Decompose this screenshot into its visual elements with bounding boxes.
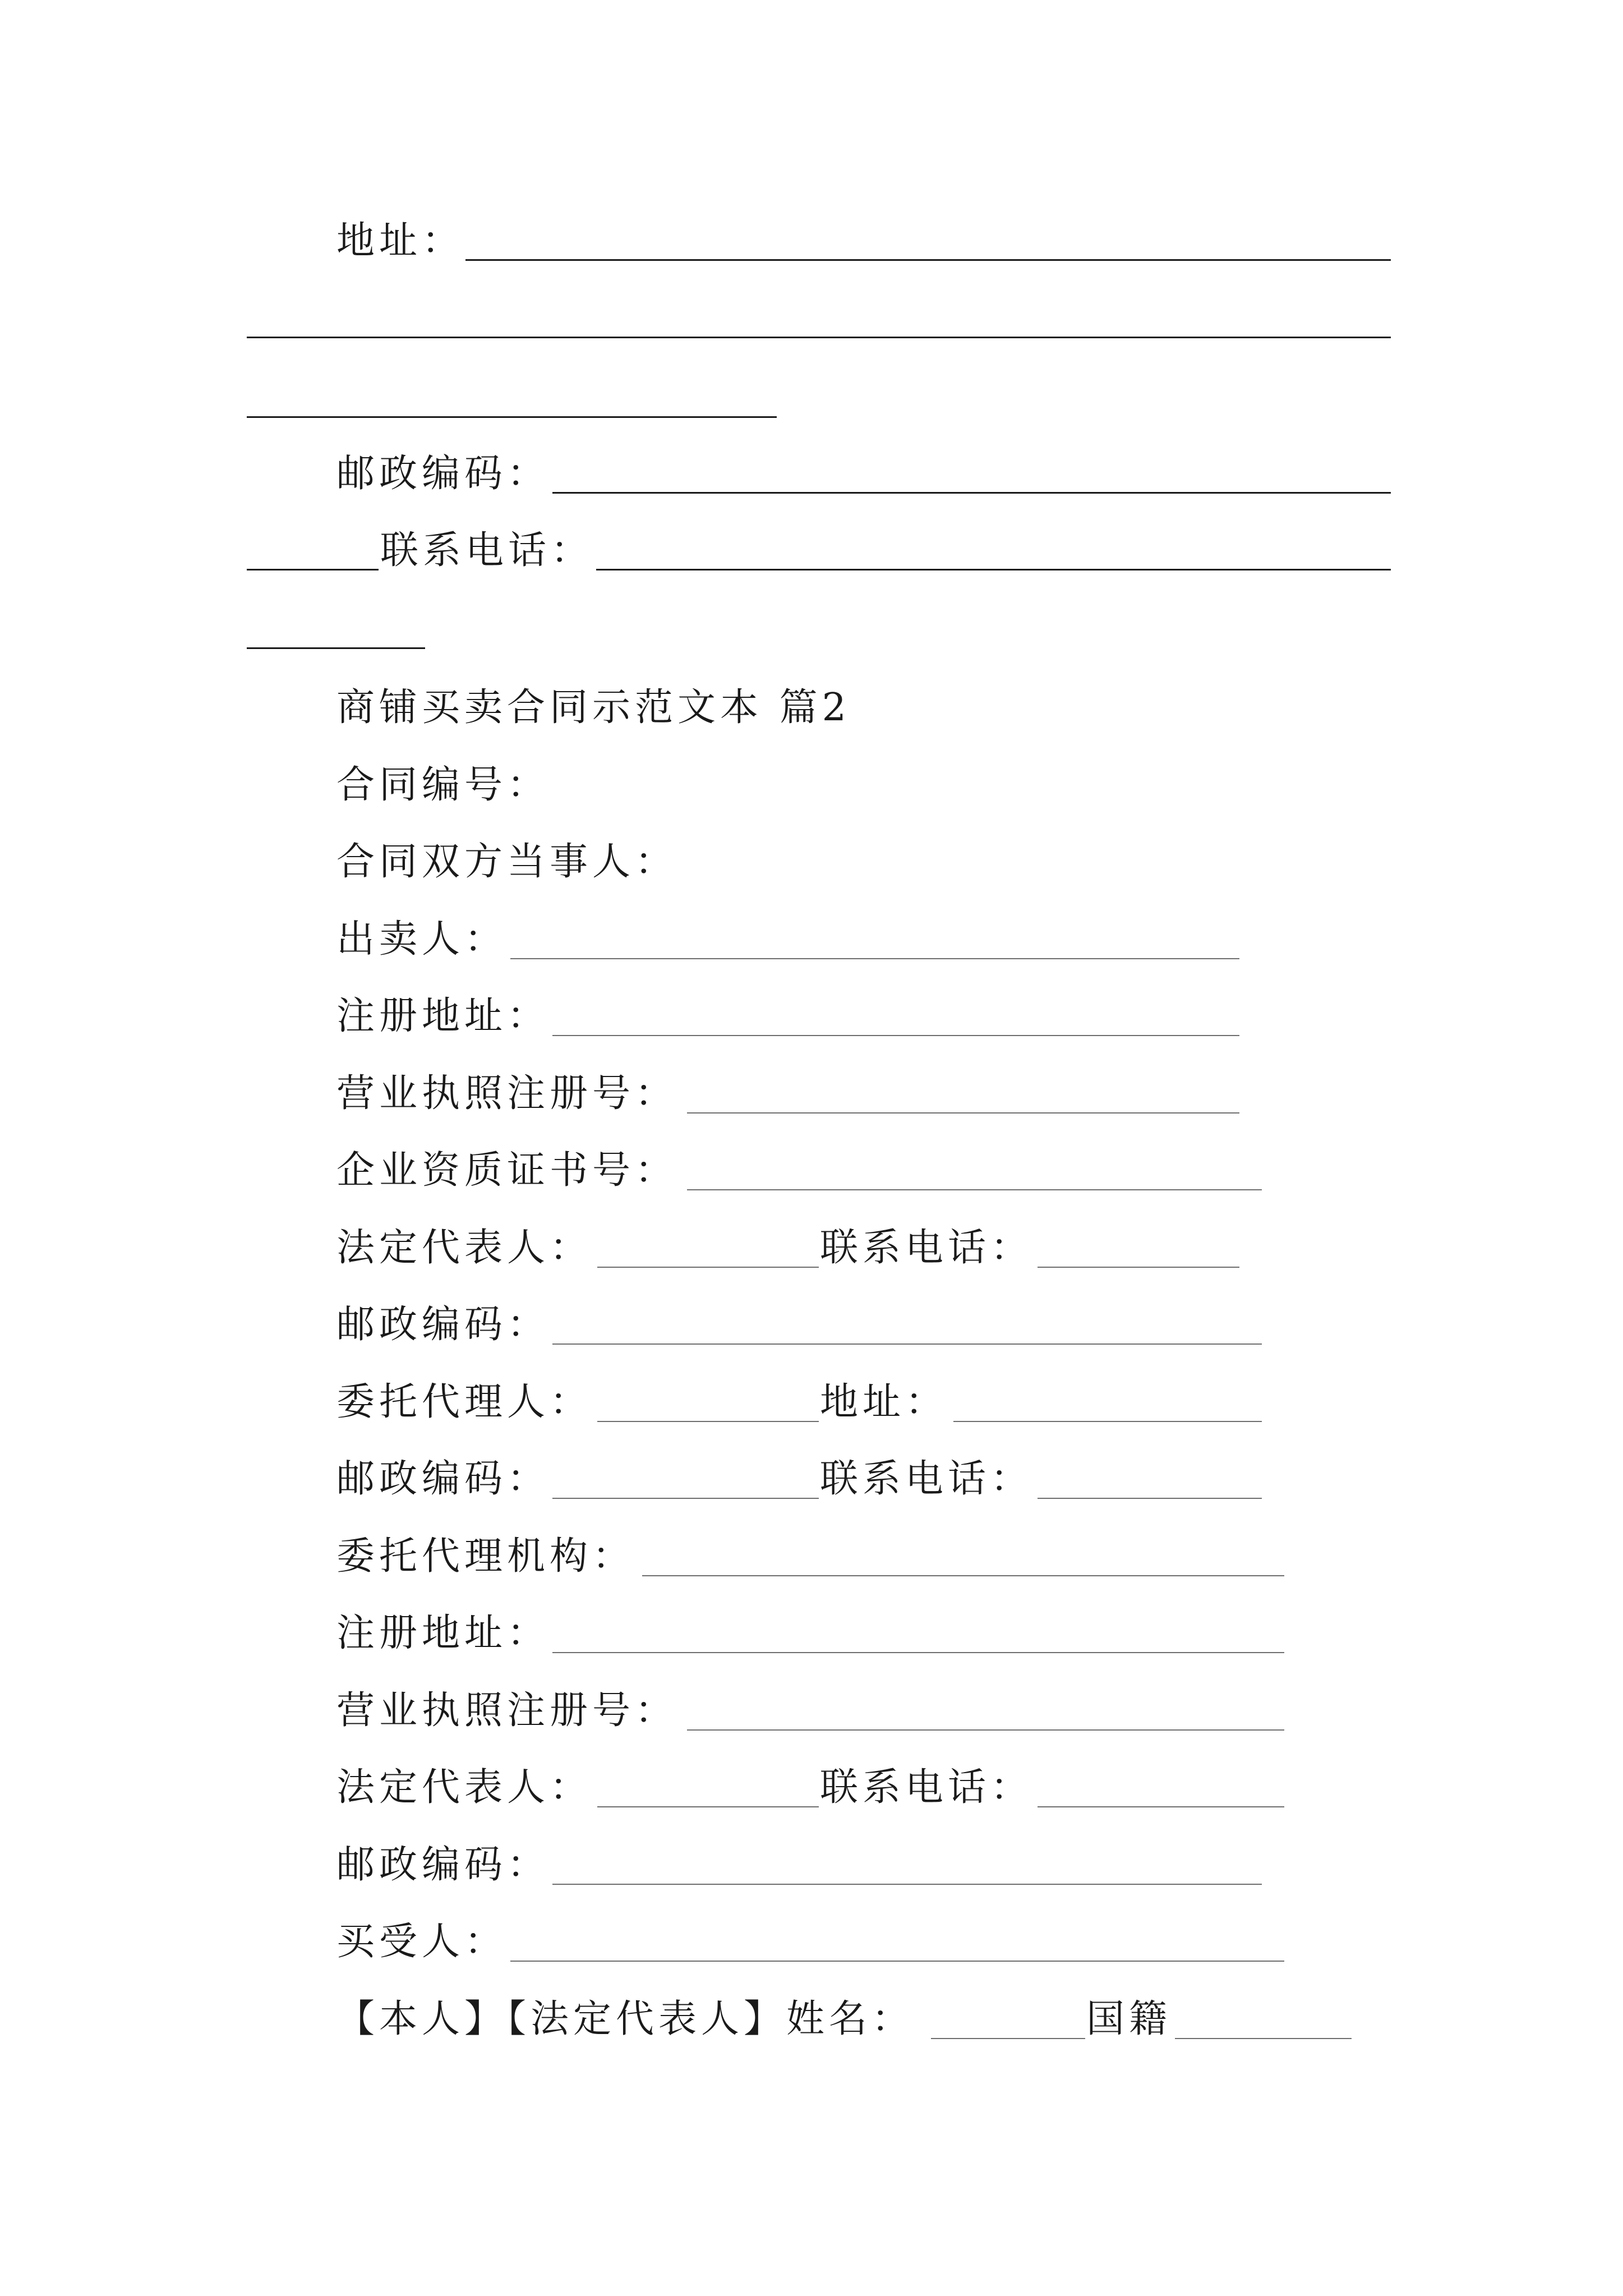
seller-label: 出卖人： <box>336 917 508 961</box>
license-no-label: 营业执照注册号： <box>336 1071 678 1116</box>
buyer-line <box>510 1961 1284 1962</box>
agent-phone-line <box>1038 1498 1262 1499</box>
seller-legal-rep-label: 法定代表人： <box>336 1226 593 1270</box>
seller-legal-rep-line <box>597 1267 819 1268</box>
agency-phone-line <box>1038 1806 1284 1807</box>
seller-postal-line <box>552 1343 1262 1345</box>
agency-line <box>642 1575 1284 1576</box>
phone-line-2 <box>247 647 425 649</box>
agent-address-line <box>953 1421 1262 1422</box>
registered-address-line <box>552 1035 1239 1036</box>
contract-no-label: 合同编号： <box>336 763 550 807</box>
agent-address-label: 地址： <box>820 1380 948 1424</box>
agency-registered-address-line <box>552 1652 1284 1653</box>
agency-registered-address-label: 注册地址： <box>336 1611 550 1655</box>
address-line-2 <box>247 337 1391 338</box>
nationality-label: 国籍 <box>1086 1997 1172 2041</box>
agency-label: 委托代理机构： <box>336 1534 635 1579</box>
registered-address-label: 注册地址： <box>336 994 550 1038</box>
self-rep-name-label: 【本人】【法定代表人】姓名： <box>336 1997 915 2041</box>
agency-license-no-line <box>687 1729 1284 1731</box>
agent-postal-line <box>552 1498 819 1499</box>
phone-label: 联系电话： <box>380 528 594 573</box>
agent-label: 委托代理人： <box>336 1380 593 1424</box>
agency-phone-label: 联系电话： <box>820 1765 1034 1810</box>
agency-postal-label: 邮政编码： <box>336 1843 550 1887</box>
phone-line <box>596 569 1391 570</box>
agency-legal-rep-label: 法定代表人： <box>336 1765 593 1810</box>
nationality-line <box>1175 2038 1352 2039</box>
license-no-line <box>687 1112 1239 1114</box>
section-heading: 商铺买卖合同示范文本 篇2 <box>336 685 851 730</box>
agent-postal-label: 邮政编码： <box>336 1457 550 1501</box>
qualification-no-label: 企业资质证书号： <box>336 1148 678 1193</box>
seller-line <box>510 958 1239 959</box>
agent-phone-label: 联系电话： <box>820 1457 1034 1501</box>
parties-label: 合同双方当事人： <box>336 840 678 884</box>
address-label: 地址： <box>336 219 465 263</box>
seller-phone-line <box>1038 1267 1239 1268</box>
agency-legal-rep-line <box>597 1806 819 1807</box>
address-line-3 <box>247 416 777 418</box>
postal-line <box>552 492 1391 494</box>
buyer-label: 买受人： <box>336 1920 508 1964</box>
qualification-no-line <box>687 1189 1262 1190</box>
seller-phone-label: 联系电话： <box>820 1226 1034 1270</box>
agency-license-no-label: 营业执照注册号： <box>336 1688 678 1733</box>
address-line-1 <box>465 259 1391 261</box>
phone-prefix-line <box>247 569 379 570</box>
agent-line <box>597 1421 819 1422</box>
postal-label: 邮政编码： <box>336 452 550 496</box>
self-rep-name-line <box>931 2038 1085 2039</box>
agency-postal-line <box>552 1884 1262 1885</box>
seller-postal-label: 邮政编码： <box>336 1303 550 1347</box>
